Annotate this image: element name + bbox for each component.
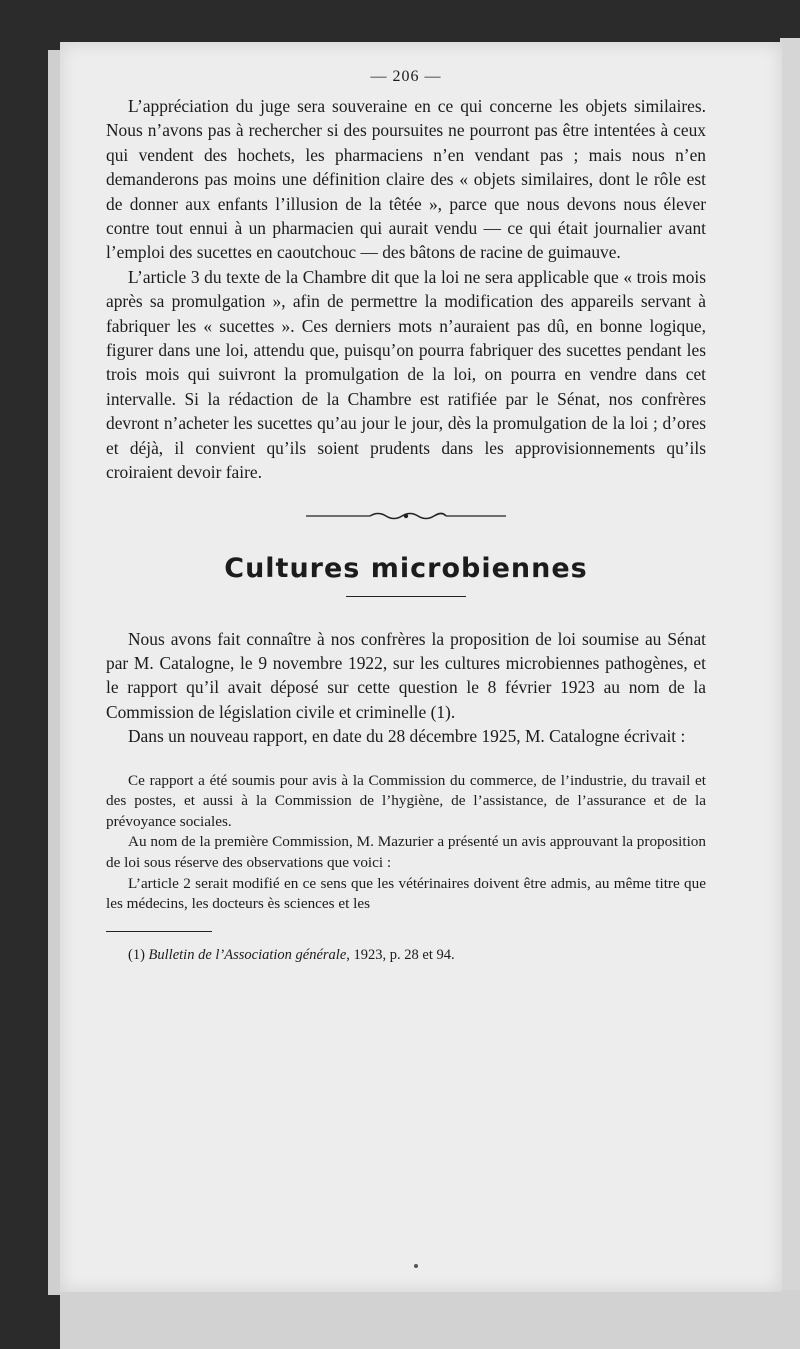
paragraph-2: L’article 3 du texte de la Chambre dit que la loi ne sera applicable que « trois mois après sa promulgation », afin de permettre la modification des appareils servant à fabriquer les « sucettes ». Ces derniers mots n’auraient pas dû, en bonne logique, figurer dans une loi, attendu que, puisqu’on pourra fabriquer des sucettes pendant les trois mois qui suivront la promulgation de la loi, on pourra en vendre dans cet intervalle. Si la rédaction de la Chambre est ratifiée par le Sénat, nos confrères devront n’acheter les sucettes qu’au jour le jour, dès la promulgation de la loi ; d’ores et déjà, il convient qu’ils soient prudents dans les approvisionnements qu’ils croiraient devoir faire. bbox=[106, 266, 706, 483]
paragraph-1: L’appréciation du juge sera souveraine en ce qui concerne les objets similaires. Nous n’avons pas à rechercher si des poursuites ne pourront pas être intentées à ceux qui vendent des hochets, les pharmaciens n’en vendant pas ; mais nous n’en demanderons pas moins une définition claire des « objets similaires, dont le rôle est de donner aux enfants l’illusion de la têtée », parce que nous devons nous élever contre tout ennui à un pharmacien qui aurait vendu — ce qui était journalier avant l’emploi des sucettes en caoutchouc — des bâtons de racine de guimauve. bbox=[106, 96, 706, 263]
quote-paragraph-3: L’article 2 serait modifié en ce sens que les vétérinaires doivent être admis, au même titre que les médecins, les docteurs ès sciences et les bbox=[106, 874, 706, 913]
quoted-report bbox=[106, 771, 706, 915]
quote-paragraph-1: Ce rapport a été soumis pour avis à la Commission du commerce, de l’industrie, du travail et des postes, et aussi à la Commission de l’hygiène, de l’assistance, de l’assurance et de la prévoyance sociales. bbox=[106, 771, 706, 830]
page-bottom-edge bbox=[60, 1290, 800, 1349]
footnote-marker: (1) bbox=[128, 946, 145, 963]
ink-speck bbox=[414, 1264, 418, 1268]
page-content bbox=[106, 68, 706, 964]
section-title: Cultures microbiennes bbox=[224, 552, 588, 584]
title-underline bbox=[346, 596, 466, 597]
ornament-divider-icon bbox=[306, 509, 506, 523]
quote-paragraph-2: Au nom de la première Commission, M. Mazurier a présenté un avis approuvant la proposition de loi sous réserve des observations que voici : bbox=[106, 833, 706, 871]
footnote-citation-details: , 1923, p. 28 et 94. bbox=[346, 946, 455, 963]
page-number: — 206 — bbox=[370, 68, 442, 85]
document-page bbox=[60, 42, 782, 1292]
paragraph-4: Dans un nouveau rapport, en date du 28 décembre 1925, M. Catalogne écrivait : bbox=[128, 726, 686, 747]
paragraph-3: Nous avons fait connaître à nos confrères la proposition de loi soumise au Sénat par M. Catalogne, le 9 novembre 1922, sur les cultures microbiennes pathogènes, et le rapport qu’il avait déposé sur cette question le 8 février 1923 au nom de la Commission de législation civile et criminelle (1). bbox=[106, 628, 706, 722]
page-right-edge bbox=[780, 38, 800, 1338]
footnote bbox=[106, 946, 706, 964]
footnote-citation-title: Bulletin de l’Association générale bbox=[148, 946, 347, 963]
footnote-separator bbox=[106, 931, 212, 932]
